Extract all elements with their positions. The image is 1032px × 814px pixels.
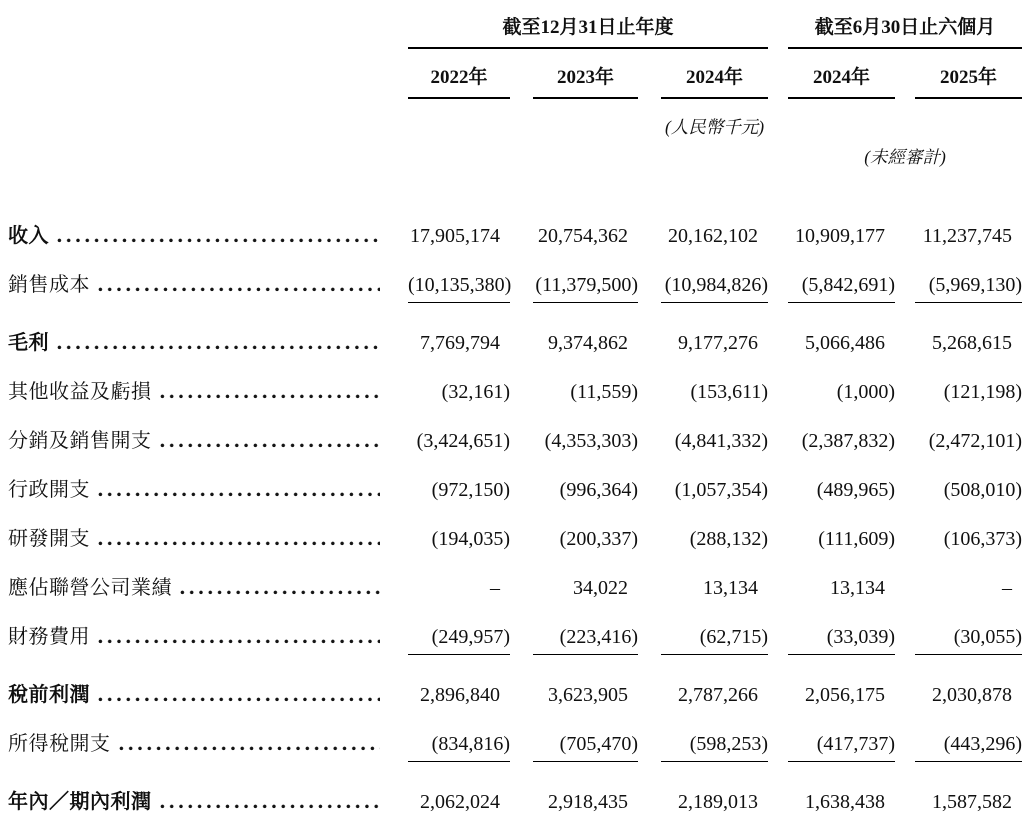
row-label: 分銷及銷售開支	[8, 430, 152, 452]
column-group-interim: 截至6月30日止六個月	[788, 12, 1022, 49]
dot-leader	[57, 219, 380, 248]
value-cell: 34,022	[573, 577, 628, 599]
unaudited-note: (未經審計)	[864, 147, 946, 167]
value-cell: (30,055)	[915, 626, 1022, 655]
value-cell: 3,623,905	[548, 684, 628, 706]
value-cell: (121,198)	[943, 381, 1023, 403]
value-cell: (106,373)	[943, 528, 1023, 550]
row-finance-costs	[8, 600, 1022, 655]
value-cell: 17,905,174	[410, 225, 500, 247]
value-cell: 7,769,794	[420, 332, 500, 354]
year-header-row	[8, 49, 1022, 99]
value-cell: (4,353,303)	[544, 430, 638, 452]
value-cell: (996,364)	[559, 479, 638, 501]
dot-leader	[160, 375, 381, 404]
row-profit-for-the-year-period	[8, 762, 1022, 814]
dot-leader	[160, 424, 381, 453]
value-cell: (3,424,651)	[416, 430, 510, 452]
dot-leader	[98, 473, 380, 502]
value-cell: (705,470)	[533, 733, 638, 762]
value-cell: (11,379,500)	[533, 274, 638, 303]
value-cell: (5,969,130)	[915, 274, 1022, 303]
row-label: 應佔聯營公司業績	[8, 577, 172, 599]
row-label: 其他收益及虧損	[8, 381, 152, 403]
value-cell: (200,337)	[559, 528, 638, 550]
value-cell: 20,162,102	[668, 225, 759, 247]
value-cell: –	[490, 577, 500, 599]
row-research-and-development-expenses	[8, 502, 1022, 551]
dot-leader	[180, 571, 380, 600]
row-gross-profit	[8, 303, 1022, 355]
interim-header-2024: 2024年	[788, 49, 895, 99]
dot-leader	[98, 268, 380, 297]
currency-unit-note: (人民幣千元)	[664, 117, 765, 137]
row-label: 研發開支	[8, 528, 90, 550]
row-other-gains-and-losses	[8, 355, 1022, 404]
value-cell: (489,965)	[816, 479, 896, 501]
value-cell: (4,841,332)	[674, 430, 769, 452]
year-header-2024: 2024年	[661, 49, 768, 99]
dot-leader	[119, 727, 381, 756]
dot-leader	[98, 620, 380, 649]
value-cell: (417,737)	[788, 733, 895, 762]
value-cell: 5,268,615	[932, 332, 1013, 354]
row-label: 收入	[8, 225, 49, 247]
value-cell: (443,296)	[915, 733, 1022, 762]
value-cell: 13,134	[703, 577, 759, 599]
row-label: 年內／期內利潤	[8, 791, 152, 813]
value-cell: (598,253)	[661, 733, 768, 762]
row-label: 所得稅開支	[8, 733, 111, 755]
value-cell: (62,715)	[661, 626, 768, 655]
value-cell: 9,177,276	[678, 332, 759, 354]
value-cell: (972,150)	[431, 479, 510, 501]
row-label: 銷售成本	[8, 274, 90, 296]
value-cell: 2,189,013	[678, 791, 759, 813]
value-cell: 5,066,486	[805, 332, 886, 354]
value-cell: (153,611)	[690, 381, 769, 403]
row-label: 財務費用	[8, 626, 90, 648]
interim-header-2025: 2025年	[915, 49, 1022, 99]
value-cell: 10,909,177	[795, 225, 886, 247]
row-cost-of-sales	[8, 248, 1022, 303]
row-label: 行政開支	[8, 479, 90, 501]
row-profit-before-tax	[8, 655, 1022, 707]
value-cell: 11,237,745	[922, 225, 1013, 247]
value-cell: (1,057,354)	[674, 479, 769, 501]
dot-leader	[98, 522, 380, 551]
value-cell: (10,984,826)	[661, 274, 768, 303]
row-revenue	[8, 169, 1022, 248]
year-header-2022: 2022年	[408, 49, 510, 99]
dot-leader	[98, 678, 380, 707]
value-cell: 1,638,438	[805, 791, 886, 813]
value-cell: (1,000)	[836, 381, 896, 403]
value-cell: 2,787,266	[678, 684, 759, 706]
year-header-2023: 2023年	[533, 49, 638, 99]
financial-summary-table	[8, 12, 1022, 814]
value-cell: (2,472,101)	[928, 430, 1023, 452]
value-cell: 2,056,175	[805, 684, 886, 706]
value-cell: (288,132)	[689, 528, 769, 550]
value-cell: (33,039)	[788, 626, 895, 655]
value-cell: 2,062,024	[420, 791, 500, 813]
value-cell: 20,754,362	[538, 225, 628, 247]
value-cell: 13,134	[830, 577, 886, 599]
dot-leader	[160, 785, 381, 814]
value-cell: 9,374,862	[548, 332, 628, 354]
value-cell: (10,135,380)	[408, 274, 510, 303]
value-cell: (111,609)	[818, 528, 896, 550]
value-cell: 2,918,435	[548, 791, 628, 813]
row-income-tax-expense	[8, 707, 1022, 762]
unaudited-note-row	[8, 139, 1022, 169]
row-distribution-and-selling-expenses	[8, 404, 1022, 453]
value-cell: 2,896,840	[420, 684, 500, 706]
row-share-of-results-of-associates	[8, 551, 1022, 600]
currency-note-row	[8, 99, 1022, 139]
row-label: 稅前利潤	[8, 684, 90, 706]
row-administrative-expenses	[8, 453, 1022, 502]
value-cell: (249,957)	[408, 626, 510, 655]
value-cell: (508,010)	[943, 479, 1023, 501]
column-group-header-row	[8, 12, 1022, 49]
value-cell: (194,035)	[431, 528, 510, 550]
row-label: 毛利	[8, 332, 49, 354]
value-cell: (11,559)	[570, 381, 638, 403]
value-cell: (834,816)	[408, 733, 510, 762]
dot-leader	[57, 326, 380, 355]
column-group-annual: 截至12月31日止年度	[408, 12, 768, 49]
value-cell: (32,161)	[441, 381, 510, 403]
value-cell: (2,387,832)	[801, 430, 896, 452]
value-cell: –	[1002, 577, 1013, 599]
value-cell: (5,842,691)	[788, 274, 895, 303]
value-cell: (223,416)	[533, 626, 638, 655]
value-cell: 1,587,582	[932, 791, 1013, 813]
value-cell: 2,030,878	[932, 684, 1013, 706]
